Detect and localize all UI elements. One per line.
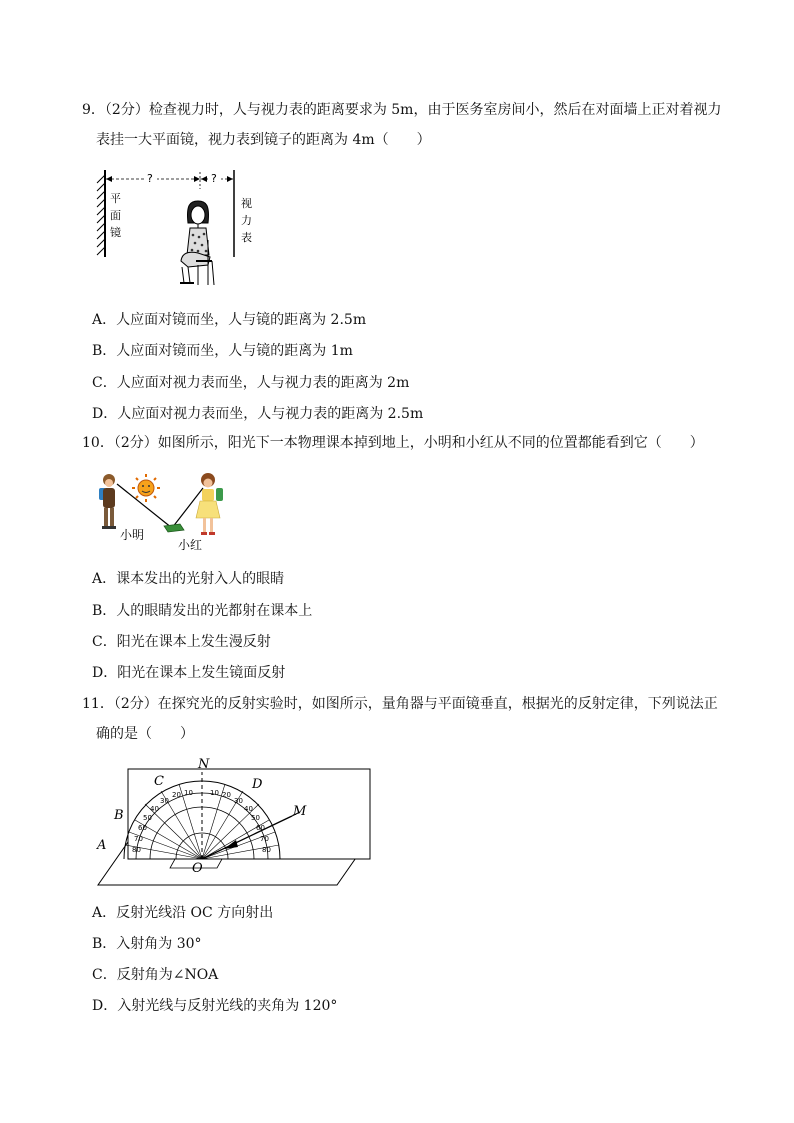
left-tick-50: 50 <box>143 814 152 822</box>
question-11-option-c[interactable]: C．反射角为∠NOA <box>92 967 219 983</box>
left-tick-40: 40 <box>150 805 159 813</box>
question-9 <box>82 95 722 155</box>
question-9-option-b[interactable]: B．人应面对镜而坐，人与镜的距离为 1m <box>92 343 353 359</box>
point-d-label: D <box>252 777 263 792</box>
seated-girl-icon <box>180 201 214 285</box>
chart-label-1: 视 <box>241 197 252 210</box>
point-a-label: A <box>97 838 107 853</box>
book-icon <box>164 524 184 532</box>
right-tick-50: 50 <box>251 814 260 822</box>
question-9-option-a[interactable]: A．人应面对镜而坐，人与镜的距离为 2.5m <box>92 312 367 328</box>
question-10-option-d[interactable]: D．阳光在课本上发生镜面反射 <box>92 665 286 681</box>
question-9-line-2: 表挂一大平面镜，视力表到镜子的距离为 4m（ ） <box>96 132 431 148</box>
question-10 <box>82 428 722 458</box>
boy-icon <box>99 474 116 529</box>
question-11 <box>82 689 722 749</box>
question-10-option-a[interactable]: A．课本发出的光射入人的眼睛 <box>92 571 285 587</box>
left-tick-30: 30 <box>160 797 169 805</box>
left-tick-10: 10 <box>184 789 193 797</box>
right-tick-40: 40 <box>244 805 253 813</box>
question-9-option-d[interactable]: D．人应面对视力表而坐，人与视力表的距离为 2.5m <box>92 406 424 422</box>
left-tick-20: 20 <box>172 791 181 799</box>
right-tick-80: 80 <box>262 846 271 854</box>
boy-label: 小明 <box>120 528 145 542</box>
right-tick-10: 10 <box>210 789 219 797</box>
question-9-line-1: 9．（2分）检查视力时，人与视力表的距离要求为 5m，由于医务室房间小，然后在对面墙上正对着视力 <box>82 102 722 118</box>
girl-icon <box>196 473 223 535</box>
point-o-label: O <box>192 861 203 876</box>
distance-2-label: ? <box>211 172 217 185</box>
mirror-label-2: 面 <box>110 209 121 222</box>
right-tick-20: 20 <box>222 791 231 799</box>
question-11-line-1: 11．（2分）在探究光的反射实验时，如图所示，量角器与平面镜垂直，根据光的反射定律，下列说法正 <box>82 696 718 712</box>
distance-1-label: ? <box>147 172 153 185</box>
chart-label-3: 表 <box>241 231 252 244</box>
right-tick-30: 30 <box>234 797 243 805</box>
question-9-option-c[interactable]: C．人应面对视力表而坐，人与视力表的距离为 2m <box>92 375 410 391</box>
question-10-line-1: 10．（2分）如图所示，阳光下一本物理课本掉到地上，小明和小红从不同的位置都能看到它（ ） <box>82 435 704 451</box>
point-c-label: C <box>154 774 164 789</box>
right-tick-70: 70 <box>260 835 269 843</box>
girl-label: 小红 <box>178 538 203 552</box>
question-11-option-b[interactable]: B．入射角为 30° <box>92 936 202 952</box>
sunlight-book-figure <box>90 466 240 556</box>
mirror-label-3: 镜 <box>110 226 121 239</box>
sun-icon <box>132 474 160 502</box>
left-tick-60: 60 <box>138 824 147 832</box>
mirror-label-1: 平 <box>110 192 121 205</box>
question-10-option-c[interactable]: C．阳光在课本上发生漫反射 <box>92 634 271 650</box>
point-n-label: N <box>198 757 210 772</box>
question-11-line-2: 确的是（ ） <box>96 726 194 742</box>
left-tick-70: 70 <box>134 835 143 843</box>
reflection-protractor-figure <box>92 752 392 892</box>
point-m-label: M <box>293 804 307 819</box>
right-tick-60: 60 <box>256 824 265 832</box>
question-11-option-a[interactable]: A．反射光线沿 OC 方向射出 <box>92 905 274 921</box>
question-10-option-b[interactable]: B．人的眼睛发出的光都射在课本上 <box>92 603 313 619</box>
chart-label-2: 力 <box>241 214 252 227</box>
point-b-label: B <box>114 808 124 823</box>
eye-test-figure <box>88 165 268 295</box>
left-tick-80: 80 <box>132 846 141 854</box>
question-11-option-d[interactable]: D．入射光线与反射光线的夹角为 120° <box>92 998 338 1014</box>
